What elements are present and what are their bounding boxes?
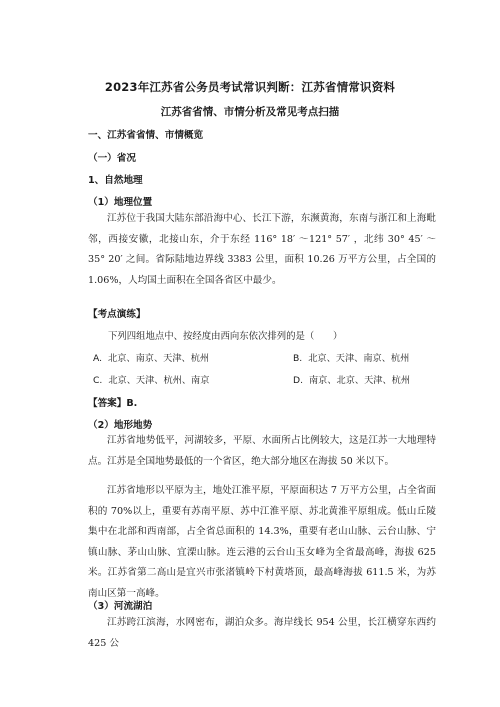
option-text: 北京、天津、杭州、南京: [108, 375, 210, 386]
heading-natural-geography: 1、自然地理: [88, 175, 143, 186]
document-subtitle: 江苏省省情、市情分析及常见考点扫描: [160, 106, 340, 118]
paragraph-terrain-2: 江苏省地形以平原为主，地处江淮平原，平原面积达 7 万平方公里，占全省面积的 70%以上，重要有苏南平原、苏中江淮平原、苏北黄淮平原组成。低山丘陵集中在北部和西南部，占全省总面积的 14.3%，重要有老山山脉、云台山脉、宁镇山脉、茅山山脉、宜溧山脉。连云港的云台山玉女峰为全省最高峰，海拔 625 米。江苏省第二高山是宜兴市张渚镇岭下村黄塔顶，最高峰海拔 611.5 米，为苏南山区第一高峰。: [88, 485, 436, 599]
quiz-option-d: [293, 372, 410, 386]
option-text: 南京、北京、天津、杭州: [309, 375, 411, 386]
document-title: 2023年江苏省公务员考试常识判断：江苏省情常识资料: [104, 80, 396, 94]
quiz-answer: 【答案】B.: [88, 398, 138, 409]
option-label: B.: [293, 353, 303, 364]
quiz-option-c: [93, 372, 209, 386]
option-label: A.: [93, 353, 103, 364]
heading-location: （1）地理位置: [88, 197, 153, 208]
option-text: 北京、南京、天津、杭州: [108, 353, 210, 364]
option-label: C.: [93, 375, 103, 386]
quiz-label: 【考点演练】: [88, 309, 146, 320]
option-text: 北京、天津、南京、杭州: [308, 353, 410, 364]
heading-terrain: （2）地形地势: [88, 420, 153, 431]
quiz-option-b: [293, 350, 409, 364]
option-label: D.: [293, 375, 303, 386]
quiz-question: 下列四组地点中、按经度由西向东依次排列的是（ ）: [108, 331, 343, 342]
heading-province: （一）省况: [88, 153, 136, 164]
paragraph-terrain-1: 江苏省地势低平，河湖较多，平原、水面所占比例较大，这是江苏一大地理特点。江苏是全国地势最低的一个省区，绝大部分地区在海拔 50 米以下。: [88, 435, 436, 467]
paragraph-location: 江苏位于我国大陆东部沿海中心、长江下游，东濒黄海，东南与浙江和上海毗邻，西接安徽，北接山东，介于东经 116° 18′ ～121° 57′ ，北纬 30° 45′ ～35° 20′ 之间。省际陆地边界线 3383 公里，面积 10.26 万平方公里，占全国的 1.06%，人均国土面积在全国各省区中最少。: [88, 213, 436, 286]
heading-rivers: （3）河流湖泊: [88, 601, 153, 612]
quiz-option-a: [93, 350, 209, 364]
heading-overview: 一、江苏省省情、市情概览: [88, 130, 204, 141]
paragraph-rivers: 江苏跨江滨海，水网密布，湖泊众多。海岸线长 954 公里，长江横穿东西约 425 公: [88, 617, 436, 649]
